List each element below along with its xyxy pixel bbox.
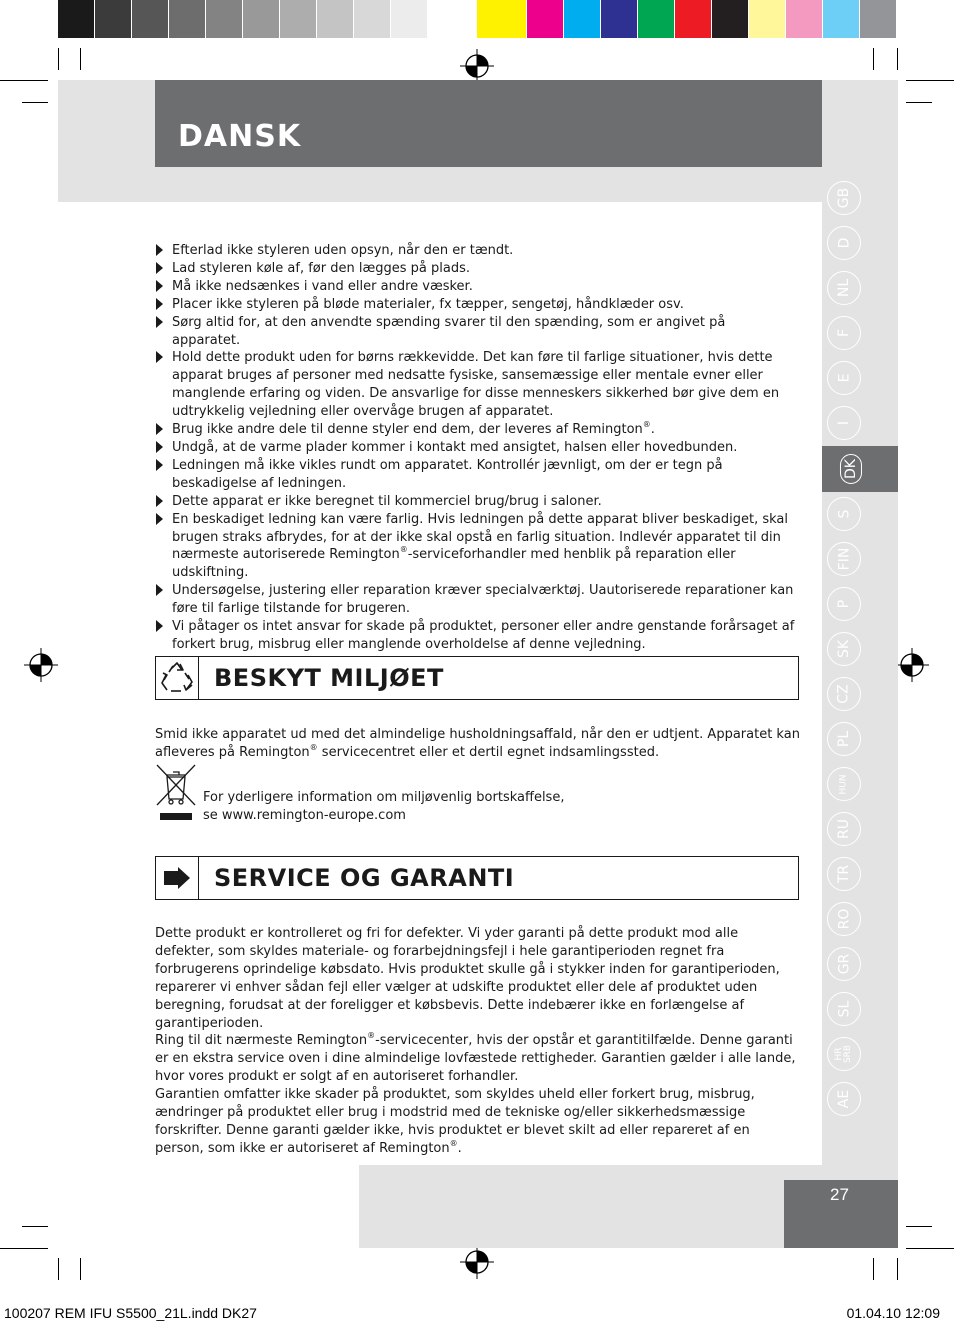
crop-mark: [80, 1258, 81, 1280]
color-calibration-bar: [58, 0, 897, 38]
lang-tab-label: TR: [836, 864, 852, 884]
color-swatch: [169, 0, 206, 38]
list-item: Hold dette produkt uden for børns rækkevidde. Det kan føre til farlige situationer, hvis dette apparat bruges af personer med nedsatte fysiske, sansemæssige eller mentale evner eller manglende erfaring og viden. De ansvarlige for disse menneskers sikkerhed bør give dem en udtrykkelig vejledning eller overvåge brugen af apparatet.: [155, 349, 795, 421]
lang-tab-label: F: [836, 328, 852, 338]
crop-mark: [0, 80, 48, 81]
registration-mark-icon: [24, 648, 58, 682]
lang-tab-dk[interactable]: [822, 446, 898, 492]
list-item: En beskadiget ledning kan være farlig. Hvis ledningen på dette apparat bliver beskadiget, skal brugen straks afbrydes, for at der ikke skal opstå en farlig situation. Indlevér apparatet til din nærmeste autoriserede Remington®-serviceforhandler med henblik på reparation eller udskiftning.: [155, 511, 795, 583]
lang-tab-d[interactable]: [827, 226, 861, 260]
list-item: Dette apparat er ikke beregnet til kommerciel brug/brug i saloner.: [155, 493, 795, 511]
color-swatch: [428, 0, 465, 38]
lang-tab-label: DK: [840, 454, 862, 484]
lang-tab-label: RO: [836, 908, 852, 930]
registration-mark-icon: [460, 49, 494, 83]
environment-text: Smid ikke apparatet ud med det almindelige husholdningsaffald, når den er udtjent. Apparatet kan afleveres på Remington® servicecentret eller et dertil egnet indsamlingssted.: [155, 727, 800, 760]
lang-tab-ro[interactable]: [827, 902, 861, 936]
environment-heading: [155, 656, 799, 700]
color-swatch: [95, 0, 132, 38]
color-swatch: [391, 0, 428, 38]
color-swatch: [786, 0, 823, 38]
arrow-icon-cell: [156, 857, 199, 899]
list-item: Vi påtager os intet ansvar for skade på produktet, personer eller andre genstande forårsaget af forkert brug, misbrug eller manglende overholdelse af denne vejledning.: [155, 618, 795, 654]
lang-tab-label: NL: [836, 278, 852, 298]
color-swatch: [749, 0, 786, 38]
lang-tab-label: FIN: [836, 547, 852, 571]
section-title: BESKYT MILJØET: [214, 664, 444, 692]
crop-mark: [873, 48, 874, 70]
color-swatch: [638, 0, 675, 38]
color-swatch: [675, 0, 712, 38]
color-swatch: [243, 0, 280, 38]
crop-mark: [58, 48, 59, 70]
crop-mark: [906, 1248, 954, 1249]
list-item: Brug ikke andre dele til denne styler end dem, der leveres af Remington®.: [155, 421, 795, 439]
lang-tab-label: S: [835, 509, 852, 519]
list-item: Undgå, at de varme plader kommer i kontakt med ansigtet, halsen eller hovedbunden.: [155, 439, 795, 457]
page-title: DANSK: [178, 119, 302, 154]
crop-mark: [906, 1226, 932, 1227]
section-title: SERVICE OG GARANTI: [214, 864, 515, 892]
lang-tab-label: GR: [835, 953, 852, 975]
crop-mark: [58, 1258, 59, 1280]
color-swatch: [564, 0, 601, 38]
color-swatch: [317, 0, 354, 38]
lang-tab-label: HUN: [838, 773, 849, 795]
crop-mark: [906, 80, 954, 81]
crop-mark: [80, 48, 81, 70]
registration-mark-icon: [895, 648, 929, 682]
service-paragraph: Garantien omfatter ikke skader på produktet, som skyldes uheld eller forkert brug, misbrug, ændringer på produktet eller brug i modstrid med de tekniske og/eller sikkerhedsmæssige forskrifter. Denne garanti gælder ikke, hvis produktet er blevet skilt ad eller repareret af en person, som ikke er autoriseret af Remington®.: [155, 1087, 755, 1156]
color-swatch: [206, 0, 243, 38]
service-paragraph: Dette produkt er kontrolleret og fri for defekter. Vi yder garanti på dette produkt mod alle defekter, som skyldes materiale- og forarbejdningsfejl i hele garantiperioden regnet fra forbrugerens oprindelige købsdato. Hvis produktet skulle gå i stykker inden for garantiperioden, reparerer vi enhver sådan fejl eller vælger at udskifte produktet eller dele af produktet uden beregning, forudsat at der foreligger et købsbevis. Dette indebærer ikke en forlængelse af garantiperioden.: [155, 926, 780, 1031]
crop-mark: [0, 1248, 48, 1249]
color-swatch: [354, 0, 391, 38]
crop-mark: [897, 1258, 898, 1280]
lang-tab-label: SL: [836, 1000, 852, 1018]
color-swatch: [601, 0, 638, 38]
print-slug-filename: 100207 REM IFU S5500_21L.indd DK27: [4, 1305, 257, 1321]
lang-tab-label: HR SRB: [833, 1044, 853, 1064]
recycle-icon: [159, 660, 195, 696]
safety-list: [155, 242, 795, 654]
lang-tab-pl[interactable]: [827, 722, 861, 756]
color-swatch: [712, 0, 749, 38]
lang-tab-sl[interactable]: [827, 992, 861, 1026]
crop-mark: [906, 102, 932, 103]
lang-tab-i[interactable]: [827, 406, 861, 440]
crossed-bin-icon: [154, 763, 198, 823]
lang-tab-label: RU: [835, 819, 852, 839]
color-swatch: [280, 0, 317, 38]
lang-tab-label: AE: [836, 1089, 852, 1109]
crop-mark: [873, 1258, 874, 1280]
service-heading: [155, 856, 799, 900]
list-item: Efterlad ikke styleren uden opsyn, når den er tændt.: [155, 242, 795, 260]
color-swatch: [860, 0, 897, 38]
print-slug-date: 01.04.10 12:09: [846, 1305, 940, 1321]
lang-tab-label: I: [835, 420, 852, 426]
lang-tab-nl[interactable]: [827, 271, 861, 305]
lang-tab-hr-srb[interactable]: [827, 1037, 861, 1071]
list-item: Placer ikke styleren på bløde materialer, fx tæpper, sengetøj, håndklæder osv.: [155, 296, 795, 314]
crop-mark: [897, 48, 898, 70]
recycle-icon-cell: [156, 657, 199, 699]
arrow-right-icon: [162, 866, 192, 890]
crop-mark: [22, 1226, 48, 1227]
lang-tab-ru[interactable]: [827, 812, 861, 846]
lang-tab-gr[interactable]: [827, 947, 861, 981]
lang-tab-label: SK: [835, 639, 852, 659]
lang-tab-gb[interactable]: [827, 181, 861, 215]
lang-tab-fin[interactable]: [827, 542, 861, 576]
color-swatch: [527, 0, 564, 38]
lang-tab-label: GB: [835, 187, 852, 209]
lang-tab-label: PL: [836, 730, 852, 748]
lang-tab-f[interactable]: [827, 316, 861, 350]
lang-tab-p[interactable]: [827, 587, 861, 621]
lang-tab-tr[interactable]: [827, 857, 861, 891]
environment-info: For yderligere information om miljøvenlig bortskaffelse, se www.remington-europe.com: [203, 790, 565, 823]
lang-tab-sk[interactable]: [827, 632, 861, 666]
list-item: Sørg altid for, at den anvendte spænding svarer til den spænding, som er angivet på apparatet.: [155, 314, 795, 350]
lang-tab-label: E: [835, 373, 852, 383]
lang-tab-label: CZ: [836, 684, 852, 704]
page-number: 27: [830, 1185, 849, 1204]
list-item: Ledningen må ikke vikles rundt om apparatet. Kontrollér jævnligt, om der er tegn på beskadigelse af ledningen.: [155, 457, 795, 493]
registration-mark-icon: [460, 1245, 494, 1279]
list-item: Lad styleren køle af, før den lægges på plads.: [155, 260, 795, 278]
color-swatch: [132, 0, 169, 38]
color-swatch: [823, 0, 860, 38]
lang-tab-ae[interactable]: [827, 1082, 861, 1116]
crop-mark: [22, 102, 48, 103]
color-swatch: [58, 0, 95, 38]
lang-tab-s[interactable]: [827, 497, 861, 531]
lang-tab-label: D: [836, 237, 852, 249]
list-item: Må ikke nedsænkes i vand eller andre væsker.: [155, 278, 795, 296]
lang-tab-e[interactable]: [827, 361, 861, 395]
lang-tab-label: P: [835, 599, 852, 609]
color-swatch: [477, 0, 527, 38]
list-item: Undersøgelse, justering eller reparation kræver specialværktøj. Uautoriserede reparationer kan føre til farlige tilstande for brugeren.: [155, 582, 795, 618]
service-paragraph: Ring til dit nærmeste Remington®-servicecenter, hvis der opstår et garantitilfælde. Denne garanti er en ekstra service oven i dine almindelige lovfæstede rettigheder. Garantien gælder i alle lande, hvor vores produkt er solgt af en autoriseret forhandler.: [155, 1031, 796, 1084]
lang-tab-cz[interactable]: [827, 677, 861, 711]
lang-tab-hun[interactable]: [827, 767, 861, 801]
